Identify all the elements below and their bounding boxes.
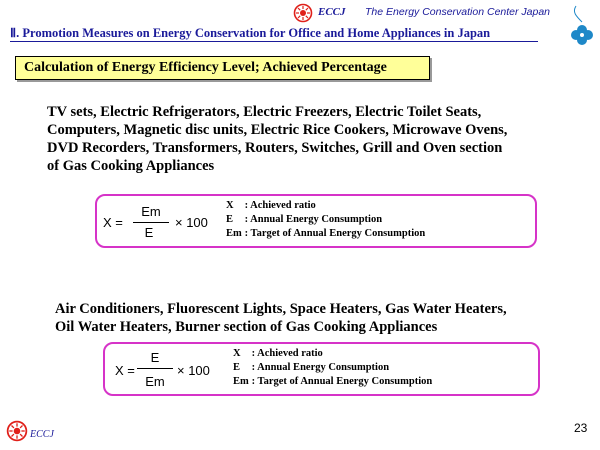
legend-key: X <box>233 348 241 359</box>
list-line: TV sets, Electric Refrigerators, Electric Freezers, Electric Toilet Seats, <box>47 104 482 120</box>
formula-box-2 <box>103 342 540 396</box>
formula-multiplier: × 100 <box>175 215 208 230</box>
formula-denominator: Em <box>145 374 165 389</box>
clover-icon <box>566 2 598 46</box>
section-title: Ⅱ. Promotion Measures on Energy Conservation for Office and Home Appliances in Japan <box>10 26 491 40</box>
formula-legend <box>226 199 425 241</box>
formula-numerator: E <box>150 350 160 365</box>
legend-key: E <box>226 214 234 225</box>
legend-desc: : Target of Annual Energy Consumption <box>251 376 433 387</box>
formula-lhs: X = <box>115 363 135 378</box>
legend-row <box>226 227 425 241</box>
fraction-bar <box>133 222 169 223</box>
list-line: Oil Water Heaters, Burner section of Gas Cooking Appliances <box>55 319 438 335</box>
legend-row <box>233 375 432 389</box>
formula-lhs: X = <box>103 215 123 230</box>
eccj-logo-icon <box>293 3 313 23</box>
footer-org-abbrev: ECCJ <box>30 429 54 440</box>
legend-row <box>226 213 425 227</box>
title-divider <box>10 41 538 42</box>
header-org-name: The Energy Conservation Center Japan <box>365 6 551 18</box>
legend-desc: : Annual Energy Consumption <box>244 214 383 225</box>
fraction-bar <box>137 368 173 369</box>
legend-desc: : Target of Annual Energy Consumption <box>244 228 426 239</box>
appliance-list-2 <box>55 300 575 336</box>
legend-key: Em <box>233 376 249 387</box>
appliance-list-1 <box>47 103 567 175</box>
formula-box-1 <box>95 194 537 248</box>
list-line: of Gas Cooking Appliances <box>47 158 215 174</box>
legend-key: X <box>226 200 234 211</box>
list-line: Computers, Magnetic disc units, Electric Rice Cookers, Microwave Ovens, <box>47 122 508 138</box>
legend-row <box>233 361 432 375</box>
formula-legend <box>233 347 432 389</box>
legend-row <box>233 347 432 361</box>
list-line: Air Conditioners, Fluorescent Lights, Space Heaters, Gas Water Heaters, <box>55 301 507 317</box>
legend-key: E <box>233 362 241 373</box>
legend-desc: : Achieved ratio <box>244 200 316 211</box>
page-number: 23 <box>574 421 588 435</box>
legend-key: Em <box>226 228 242 239</box>
formula-multiplier: × 100 <box>177 363 210 378</box>
legend-desc: : Annual Energy Consumption <box>251 362 390 373</box>
calc-title-box: Calculation of Energy Efficiency Level; Achieved Percentage <box>15 56 430 80</box>
legend-desc: : Achieved ratio <box>251 348 323 359</box>
formula-numerator: Em <box>141 204 161 219</box>
formula-denominator: E <box>144 225 154 240</box>
header-org-abbrev: ECCJ <box>318 6 346 18</box>
legend-row <box>226 199 425 213</box>
list-line: DVD Recorders, Transformers, Routers, Switches, Grill and Oven section <box>47 140 503 156</box>
footer-eccj-logo-icon <box>6 420 28 442</box>
